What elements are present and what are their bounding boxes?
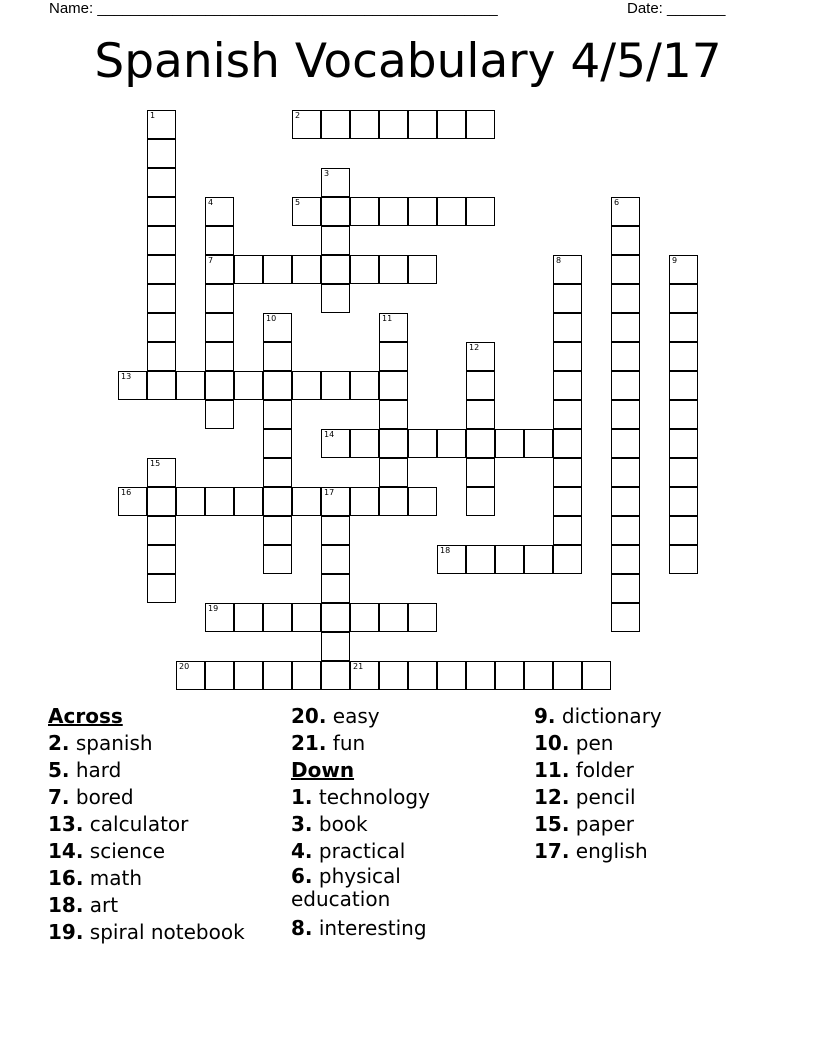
clue-across-18: 18. art — [48, 893, 119, 917]
grid-cell[interactable] — [611, 429, 640, 458]
grid-cell[interactable] — [234, 371, 263, 400]
grid-cell[interactable] — [379, 255, 408, 284]
grid-cell[interactable] — [350, 487, 379, 516]
grid-cell[interactable] — [263, 342, 292, 371]
grid-cell[interactable] — [147, 342, 176, 371]
grid-cell[interactable] — [466, 429, 495, 458]
grid-cell[interactable] — [553, 400, 582, 429]
grid-cell[interactable] — [553, 284, 582, 313]
grid-cell[interactable] — [437, 545, 466, 574]
grid-cell[interactable] — [350, 197, 379, 226]
grid-cell[interactable] — [234, 255, 263, 284]
grid-cell[interactable] — [669, 313, 698, 342]
clue-down-17: 17. english — [534, 839, 648, 863]
grid-cell[interactable] — [118, 487, 147, 516]
grid-cell[interactable] — [292, 603, 321, 632]
grid-cell[interactable] — [466, 371, 495, 400]
grid-cell[interactable] — [263, 545, 292, 574]
clue-down-9: 9. dictionary — [534, 704, 662, 728]
grid-cell[interactable] — [553, 371, 582, 400]
grid-cell[interactable] — [147, 313, 176, 342]
grid-cell[interactable] — [553, 429, 582, 458]
grid-cell[interactable] — [611, 458, 640, 487]
grid-cell[interactable] — [147, 197, 176, 226]
clue-across-21: 21. fun — [291, 731, 366, 755]
grid-cell[interactable] — [553, 313, 582, 342]
grid-cell[interactable] — [553, 458, 582, 487]
grid-cell[interactable] — [669, 400, 698, 429]
grid-cell[interactable] — [321, 632, 350, 661]
grid-cell[interactable] — [669, 371, 698, 400]
grid-cell[interactable] — [176, 371, 205, 400]
clue-number: 21 — [353, 662, 364, 671]
grid-cell[interactable] — [205, 226, 234, 255]
grid-cell[interactable] — [176, 661, 205, 690]
grid-cell[interactable] — [437, 110, 466, 139]
grid-cell[interactable] — [350, 371, 379, 400]
grid-cell[interactable] — [437, 197, 466, 226]
grid-cell[interactable] — [205, 313, 234, 342]
grid-cell[interactable] — [669, 545, 698, 574]
clue-number: 10 — [266, 314, 277, 323]
grid-cell[interactable] — [611, 313, 640, 342]
clues-column-2 — [291, 703, 531, 942]
grid-cell[interactable] — [611, 545, 640, 574]
grid-cell[interactable] — [553, 487, 582, 516]
grid-cell[interactable] — [408, 661, 437, 690]
grid-cell[interactable] — [147, 255, 176, 284]
grid-cell[interactable] — [466, 110, 495, 139]
grid-cell[interactable] — [669, 284, 698, 313]
clue-number: 4 — [208, 198, 214, 207]
grid-cell[interactable] — [611, 603, 640, 632]
grid-cell[interactable] — [408, 110, 437, 139]
grid-cell[interactable] — [611, 197, 640, 226]
clue-number: 11 — [382, 314, 393, 323]
grid-cell[interactable] — [553, 342, 582, 371]
grid-cell[interactable] — [466, 545, 495, 574]
grid-cell[interactable] — [611, 371, 640, 400]
clue-number: 8 — [556, 256, 562, 265]
grid-cell[interactable] — [292, 661, 321, 690]
grid-cell[interactable] — [466, 197, 495, 226]
grid-cell[interactable] — [205, 371, 234, 400]
grid-cell[interactable] — [147, 371, 176, 400]
clues-column-3 — [534, 703, 774, 865]
clue-across-20: 20. easy — [291, 704, 380, 728]
clue-number: 7 — [208, 256, 214, 265]
grid-cell[interactable] — [263, 400, 292, 429]
clue-number: 9 — [672, 256, 678, 265]
clue-number: 15 — [150, 459, 161, 468]
grid-cell[interactable] — [611, 516, 640, 545]
grid-cell[interactable] — [205, 661, 234, 690]
grid-cell[interactable] — [321, 255, 350, 284]
clue-number: 3 — [324, 169, 330, 178]
clues-column-1 — [48, 703, 288, 946]
grid-cell[interactable] — [321, 226, 350, 255]
grid-cell[interactable] — [553, 516, 582, 545]
grid-cell[interactable] — [669, 487, 698, 516]
grid-cell[interactable] — [147, 284, 176, 313]
grid-cell[interactable] — [234, 661, 263, 690]
grid-cell[interactable] — [292, 110, 321, 139]
grid-cell[interactable] — [379, 371, 408, 400]
grid-cell[interactable] — [669, 429, 698, 458]
grid-cell[interactable] — [234, 487, 263, 516]
clue-down-4: 4. practical — [291, 839, 406, 863]
grid-cell[interactable] — [379, 110, 408, 139]
grid-cell[interactable] — [350, 110, 379, 139]
grid-cell[interactable] — [321, 371, 350, 400]
grid-cell[interactable] — [205, 284, 234, 313]
clue-number: 2 — [295, 111, 301, 120]
grid-cell[interactable] — [321, 603, 350, 632]
grid-cell[interactable] — [379, 458, 408, 487]
grid-cell[interactable] — [147, 168, 176, 197]
grid-cell[interactable] — [321, 545, 350, 574]
grid-cell[interactable] — [321, 110, 350, 139]
clue-down-6: 6. physical education — [291, 864, 401, 911]
grid-cell[interactable] — [234, 603, 263, 632]
grid-cell[interactable] — [350, 603, 379, 632]
grid-cell[interactable] — [205, 487, 234, 516]
grid-cell[interactable] — [147, 516, 176, 545]
grid-cell[interactable] — [147, 110, 176, 139]
grid-cell[interactable] — [263, 487, 292, 516]
clue-down-10: 10. pen — [534, 731, 614, 755]
grid-cell[interactable] — [611, 574, 640, 603]
grid-cell[interactable] — [321, 168, 350, 197]
grid-cell[interactable] — [147, 139, 176, 168]
grid-cell[interactable] — [611, 400, 640, 429]
grid-cell[interactable] — [379, 603, 408, 632]
grid-cell[interactable] — [263, 429, 292, 458]
clue-across-16: 16. math — [48, 866, 143, 890]
clue-down-8: 8. interesting — [291, 916, 427, 940]
grid-cell[interactable] — [379, 487, 408, 516]
grid-cell[interactable] — [408, 197, 437, 226]
clue-number: 1 — [150, 111, 156, 120]
clue-number: 13 — [121, 372, 132, 381]
grid-cell[interactable] — [205, 255, 234, 284]
grid-cell[interactable] — [321, 429, 350, 458]
grid-cell[interactable] — [379, 342, 408, 371]
grid-cell[interactable] — [524, 661, 553, 690]
grid-cell[interactable] — [147, 574, 176, 603]
clue-number: 20 — [179, 662, 190, 671]
grid-cell[interactable] — [466, 458, 495, 487]
grid-cell[interactable] — [466, 487, 495, 516]
grid-cell[interactable] — [263, 371, 292, 400]
grid-cell[interactable] — [408, 603, 437, 632]
clue-down-3: 3. book — [291, 812, 368, 836]
grid-cell[interactable] — [495, 661, 524, 690]
grid-cell[interactable] — [205, 342, 234, 371]
grid-cell[interactable] — [205, 603, 234, 632]
clue-across-19: 19. spiral notebook — [48, 920, 245, 944]
clue-number: 19 — [208, 604, 219, 613]
date-field[interactable]: Date: _______ — [627, 0, 726, 17]
grid-cell[interactable] — [669, 458, 698, 487]
grid-cell[interactable] — [466, 400, 495, 429]
clue-number: 16 — [121, 488, 132, 497]
grid-cell[interactable] — [437, 429, 466, 458]
grid-cell[interactable] — [263, 255, 292, 284]
clue-number: 14 — [324, 430, 335, 439]
grid-cell[interactable] — [263, 661, 292, 690]
grid-cell[interactable] — [611, 487, 640, 516]
grid-cell[interactable] — [379, 400, 408, 429]
grid-cell[interactable] — [263, 603, 292, 632]
grid-cell[interactable] — [495, 429, 524, 458]
grid-cell[interactable] — [263, 313, 292, 342]
grid-cell[interactable] — [292, 197, 321, 226]
grid-cell[interactable] — [379, 313, 408, 342]
grid-cell[interactable] — [437, 661, 466, 690]
grid-cell[interactable] — [553, 545, 582, 574]
grid-cell[interactable] — [669, 342, 698, 371]
clue-down-1: 1. technology — [291, 785, 430, 809]
clue-number: 17 — [324, 488, 335, 497]
grid-cell[interactable] — [292, 487, 321, 516]
grid-cell[interactable] — [379, 429, 408, 458]
clue-number: 18 — [440, 546, 451, 555]
grid-cell[interactable] — [292, 255, 321, 284]
clue-number: 6 — [614, 198, 620, 207]
grid-cell[interactable] — [350, 661, 379, 690]
name-field[interactable]: Name: ________________________________________________ — [49, 0, 498, 17]
grid-cell[interactable] — [495, 545, 524, 574]
grid-cell[interactable] — [118, 371, 147, 400]
grid-cell[interactable] — [321, 661, 350, 690]
grid-cell[interactable] — [611, 342, 640, 371]
grid-cell[interactable] — [611, 284, 640, 313]
grid-cell[interactable] — [379, 661, 408, 690]
grid-cell[interactable] — [321, 197, 350, 226]
grid-cell[interactable] — [466, 342, 495, 371]
grid-cell[interactable] — [611, 226, 640, 255]
clue-down-15: 15. paper — [534, 812, 634, 836]
across-heading: Across — [48, 704, 123, 728]
grid-cell[interactable] — [263, 458, 292, 487]
grid-cell[interactable] — [321, 516, 350, 545]
grid-cell[interactable] — [582, 661, 611, 690]
clue-across-5: 5. hard — [48, 758, 122, 782]
clue-across-7: 7. bored — [48, 785, 134, 809]
grid-cell[interactable] — [321, 487, 350, 516]
clue-number: 12 — [469, 343, 480, 352]
grid-cell[interactable] — [408, 487, 437, 516]
grid-cell[interactable] — [524, 429, 553, 458]
clue-number: 5 — [295, 198, 301, 207]
grid-cell[interactable] — [321, 284, 350, 313]
grid-cell[interactable] — [350, 429, 379, 458]
grid-cell[interactable] — [292, 371, 321, 400]
grid-cell[interactable] — [669, 255, 698, 284]
grid-cell[interactable] — [205, 400, 234, 429]
grid-cell[interactable] — [379, 197, 408, 226]
grid-cell[interactable] — [176, 487, 205, 516]
grid-cell[interactable] — [408, 255, 437, 284]
grid-cell[interactable] — [147, 545, 176, 574]
grid-cell[interactable] — [350, 255, 379, 284]
grid-cell[interactable] — [147, 458, 176, 487]
clue-across-13: 13. calculator — [48, 812, 189, 836]
grid-cell[interactable] — [205, 197, 234, 226]
grid-cell[interactable] — [466, 661, 495, 690]
down-heading: Down — [291, 758, 355, 782]
grid-cell[interactable] — [147, 226, 176, 255]
grid-cell[interactable] — [553, 661, 582, 690]
grid-cell[interactable] — [553, 255, 582, 284]
grid-cell[interactable] — [408, 429, 437, 458]
grid-cell[interactable] — [321, 574, 350, 603]
grid-cell[interactable] — [524, 545, 553, 574]
grid-cell[interactable] — [263, 516, 292, 545]
clue-across-14: 14. science — [48, 839, 166, 863]
grid-cell[interactable] — [611, 255, 640, 284]
clue-across-2: 2. spanish — [48, 731, 153, 755]
clue-down-11: 11. folder — [534, 758, 634, 782]
grid-cell[interactable] — [669, 516, 698, 545]
page-title: Spanish Vocabulary 4/5/17 — [94, 34, 722, 89]
grid-cell[interactable] — [147, 487, 176, 516]
clue-down-12: 12. pencil — [534, 785, 636, 809]
